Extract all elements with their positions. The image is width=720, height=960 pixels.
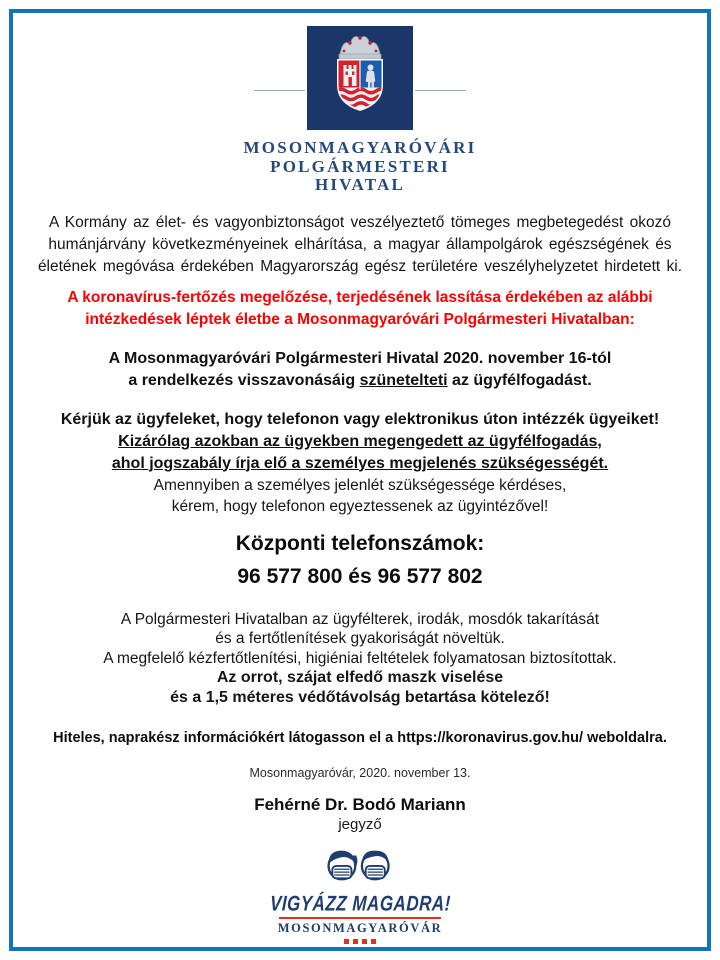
request-paragraph: [4, 409, 716, 475]
hygiene-line: A megfelelő kézfertőtlenítési, higiéniai feltételek folyamatosan biztosítottak.: [103, 649, 617, 667]
intro-line: életének megóvása érdekében Magyarország egész területére veszélyhelyzetet hirdetett ki.: [37, 257, 683, 275]
hygiene-line: A Polgármesteri Hivatalban az ügyfélterek, irodák, mosdók takarítását: [120, 610, 600, 628]
campaign-city: MOSONMAGYARÓVÁR: [277, 921, 443, 935]
org-title-line: HIVATAL: [314, 175, 406, 194]
suspension-text: a rendelkezés visszavonásáig: [128, 371, 360, 389]
suspension-underlined-word: szünetelteti: [359, 371, 448, 389]
org-title-line: POLGÁRMESTERI: [270, 156, 450, 176]
org-title-line: MOSONMAGYARÓVÁRI: [243, 138, 477, 157]
request-underlined-line: Kizárólag azokban az ügyekben megengedett az ügyfélfogadás,: [118, 432, 602, 450]
intro-line: A Kormány az élet- és vagyonbiztonságot veszélyeztető tömeges megbetegedést okozó: [49, 213, 671, 231]
phones-title: Központi telefonszámok:: [235, 531, 485, 555]
signature-name: Fehérné Dr. Bodó Mariann: [254, 795, 466, 814]
request-underlined-line: ahol jogszabály írja elő a személyes megjelenés szükségességét.: [111, 454, 609, 472]
date-line: Mosonmagyaróvár, 2020. november 13.: [249, 766, 471, 780]
right-divider-line: [415, 90, 466, 91]
campaign-logo: [4, 842, 716, 944]
hygiene-line: és a fertőtlenítések gyakoriságát növeltük.: [215, 630, 505, 647]
official-info-line: Hiteles, naprakész információkért látogasson el a https://koronavirus.gov.hu/ weboldalra.: [53, 730, 667, 746]
clarification-line: Amennyiben a személyes jelenlét szükségessége kérdéses,: [153, 476, 567, 494]
alert-paragraph: [4, 287, 716, 331]
signature-title: jegyző: [338, 816, 382, 833]
clarification-line: kérem, hogy telefonon egyeztessenek az ügyintézővel!: [171, 497, 549, 515]
phones-numbers: 96 577 800 és 96 577 802: [237, 564, 483, 588]
notice-poster: [4, 0, 716, 960]
hygiene-paragraph: [4, 610, 716, 708]
slogan-underline: [279, 917, 441, 919]
organization-title: [4, 139, 716, 195]
campaign-slogan: VIGYÁZZ MAGADRA!: [269, 891, 451, 916]
suspension-paragraph: [4, 348, 716, 392]
clarification-paragraph: [4, 475, 716, 517]
intro-paragraph: [4, 212, 716, 278]
coat-of-arms-icon: [307, 26, 413, 130]
masked-faces-icon: [320, 842, 400, 888]
suspension-line: A Mosonmagyaróvári Polgármesteri Hivatal 2020. november 16-tól: [108, 349, 612, 367]
header-emblem-row: [254, 26, 466, 130]
mask-rule-line: és a 1,5 méteres védőtávolság betartása kötelező!: [170, 688, 550, 706]
mask-rule-line: Az orrot, szájat elfedő maszk viselése: [216, 669, 504, 686]
coat-of-arms-emblem: [307, 26, 413, 130]
red-dots-decoration: [4, 939, 716, 944]
alert-line: intézkedések léptek életbe a Mosonmagyaróvári Polgármesteri Hivatalban:: [85, 310, 635, 328]
alert-line: A koronavírus-fertőzés megelőzése, terjedésének lassítása érdekében az alábbi: [67, 288, 653, 306]
request-line: Kérjük az ügyfeleket, hogy telefonon vagy elektronikus úton intézzék ügyeiket!: [60, 410, 660, 428]
intro-line: humánjárvány következményeinek elhárítása, a magyar állampolgárok egészségének és: [48, 235, 672, 253]
suspension-line: [4, 370, 716, 392]
suspension-text: az ügyfélfogadást.: [447, 371, 592, 389]
left-divider-line: [254, 90, 305, 91]
